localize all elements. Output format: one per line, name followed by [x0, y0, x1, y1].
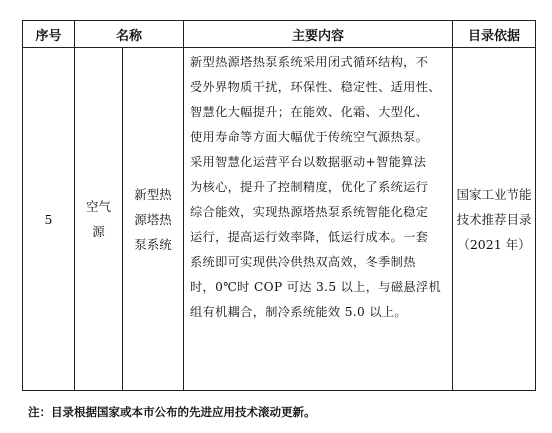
content-line: 使用寿命等方面大幅优于传统空气源热泵。 [190, 130, 429, 144]
content-line: 系统即可实现供冷供热双高效，冬季制热 [190, 255, 416, 269]
category-line: 空气 [85, 199, 111, 214]
cell-seq: 5 [23, 48, 75, 391]
content-line: 智慧化大幅提升；在能效、化霜、大型化、 [190, 105, 429, 119]
content-line: 为核心，提升了控制精度，优化了系统运行 [190, 180, 429, 194]
header-name: 名称 [75, 21, 184, 48]
content-line: 受外界物质干扰，环保性、稳定性、适用性、 [190, 80, 441, 94]
header-basis: 目录依据 [453, 21, 536, 48]
content-line: 运行，提高运行效率降，低运行成本。一套 [190, 230, 429, 244]
content-line: 新型热源塔热泵系统采用闭式循环结构，不 [190, 55, 429, 69]
table-header-row [23, 21, 536, 48]
content-line: 组有机耦合，制冷系统能效 5.0 以上。 [190, 305, 407, 319]
table-row [23, 48, 536, 391]
name-line: 泵系统 [134, 236, 172, 252]
cell-content [184, 48, 453, 391]
cell-category [75, 48, 123, 391]
name-line: 新型热 [134, 186, 172, 202]
content-line: 采用智慧化运营平台以数据驱动+智能算法 [190, 155, 427, 169]
basis-line: 国家工业节能 [456, 186, 532, 202]
basis-line: （2021 年） [457, 236, 531, 252]
cell-name [123, 48, 184, 391]
footnote: 注：目录根据国家或本市公布的先进应用技术滚动更新。 [28, 405, 316, 419]
content-line: 时，0℃时 COP 可达 3.5 以上，与磁悬浮机 [190, 280, 441, 294]
name-line: 源塔热 [134, 211, 172, 227]
header-seq: 序号 [23, 21, 75, 48]
category-line: 源 [92, 224, 105, 239]
technology-table [22, 20, 536, 391]
cell-basis [453, 48, 536, 391]
header-content: 主要内容 [184, 21, 453, 48]
basis-line: 技术推荐目录 [456, 211, 532, 227]
content-line: 综合能效，实现热源塔热泵系统智能化稳定 [190, 205, 429, 219]
